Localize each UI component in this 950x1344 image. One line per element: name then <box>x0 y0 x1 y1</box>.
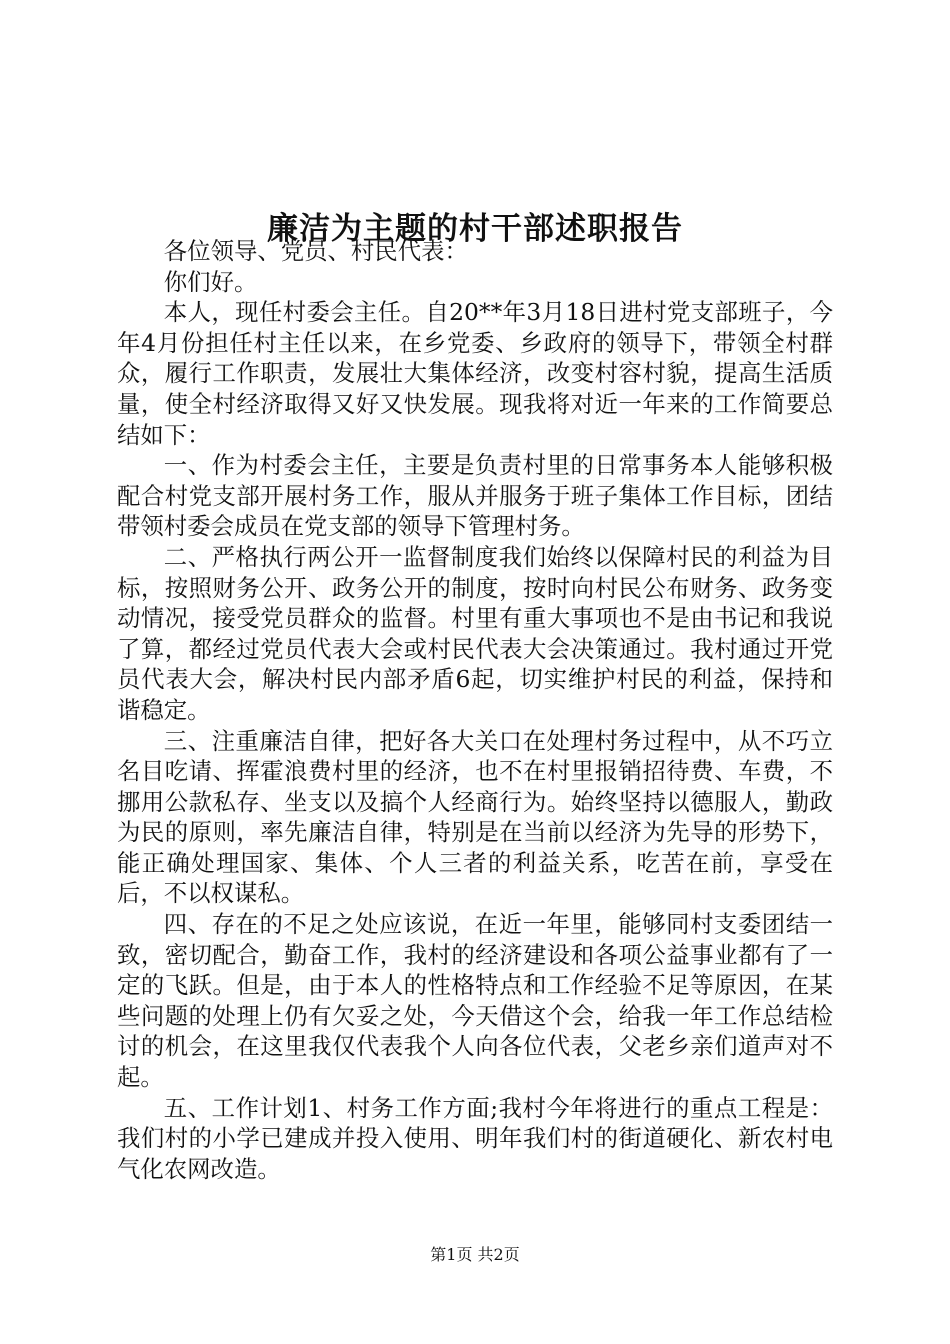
section-five-paragraph: 五、工作计划1、村务工作方面;我村今年将进行的重点工程是：我们村的小学已建成并投入使用、明年我们村的街道硬化、新农村电气化农网改造。 <box>117 1093 833 1183</box>
section-three-paragraph: 三、注重廉洁自律，把好各大关口在处理村务过程中，从不巧立名目吃请、挥霍浪费村里的经济，也不在村里报销招待费、车费，不挪用公款私存、坐支以及搞个人经商行为。始终坚持以德服人，勤政为民的原则，率先廉洁自律，特别是在当前以经济为先导的形势下，能正确处理国家、集体、个人三者的利益关系，吃苦在前，享受在后，不以权谋私。 <box>117 726 833 908</box>
section-two-paragraph: 二、严格执行两公开一监督制度我们始终以保障村民的利益为目标，按照财务公开、政务公开的制度，按时向村民公布财务、政务变动情况，接受党员群众的监督。村里有重大事项也不是由书记和我说了算，都经过党员代表大会或村民代表大会决策通过。我村通过开党员代表大会，解决村民内部矛盾6起，切实维护村民的利益，保持和谐稳定。 <box>117 542 833 724</box>
intro-paragraph: 本人，现任村委会主任。自20**年3月18日进村党支部班子，今年4月份担任村主任以来，在乡党委、乡政府的领导下，带领全村群众，履行工作职责，发展壮大集体经济，改变村容村貌，提高生活质量，使全村经济取得又好又快发展。现我将对近一年来的工作简要总结如下： <box>117 298 833 449</box>
document-body <box>117 236 833 1184</box>
salutation: 各位领导、党员、村民代表： <box>163 237 468 265</box>
section-one-paragraph: 一、作为村委会主任，主要是负责村里的日常事务本人能够积极配合村党支部开展村务工作，服从并服务于班子集体工作目标，团结带领村委会成员在党支部的领导下管理村务。 <box>117 451 833 541</box>
document-title: 廉洁为主题的村干部述职报告 <box>267 210 683 247</box>
section-four-paragraph: 四、存在的不足之处应该说，在近一年里，能够同村支委团结一致，密切配合，勤奋工作，我村的经济建设和各项公益事业都有了一定的飞跃。但是，由于本人的性格特点和工作经验不足等原因，在某些问题的处理上仍有欠妥之处，今天借这个会，给我一年工作总结检讨的机会，在这里我仅代表我个人向各位代表，父老乡亲们道声对不起。 <box>117 910 833 1092</box>
greeting: 你们好。 <box>163 267 258 296</box>
page-footer: 第1页 共2页 <box>430 1245 520 1264</box>
